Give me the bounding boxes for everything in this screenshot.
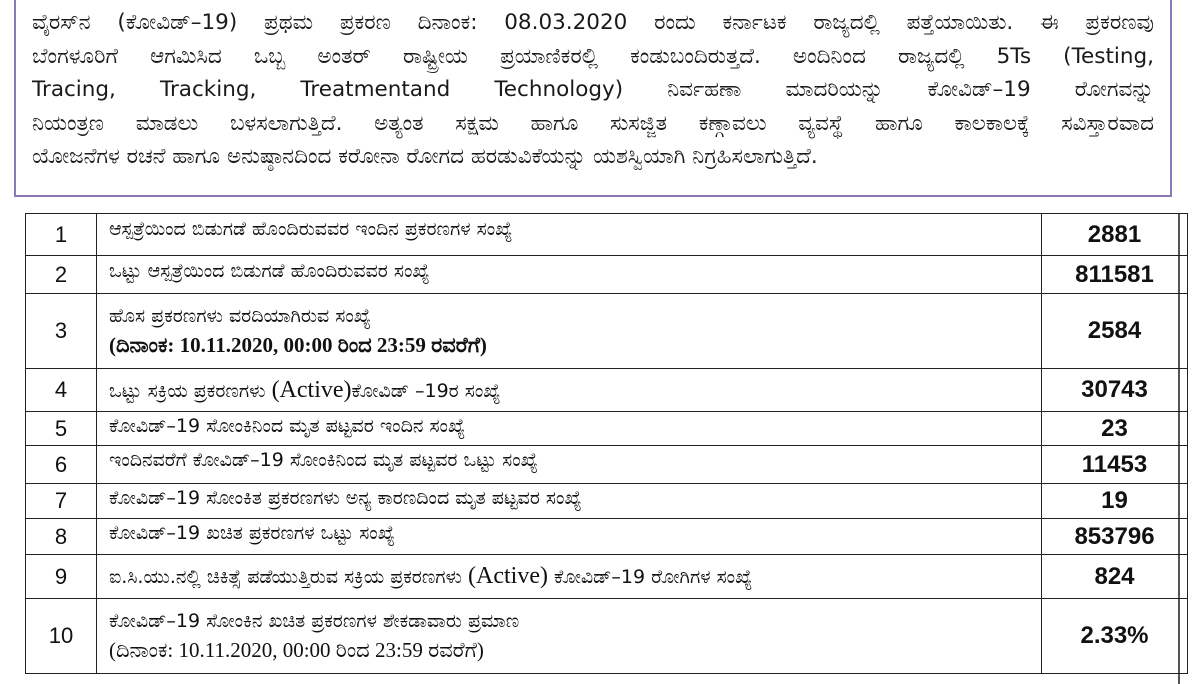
row-number: 7 (26, 484, 97, 519)
row-label-pre: ಒಟ್ಟು ಸಕ್ರಿಯ ಪ್ರಕರಣಗಳು (109, 379, 272, 402)
row-number: 10 (26, 599, 97, 674)
intro-line-4: ನಿಯಂತ್ರಣ ಮಾಡಲು ಬಳಸಲಾಗುತ್ತಿದೆ. ಅತ್ಯಂತ ಸಕ್ಷಮ ಹಾಗೂ ಸುಸಜ್ಜಿತ ಕಣ್ಗಾವಲು ವ್ಯವಸ್ಥೆ ಹಾಗೂ ಕಾಲಕಾಲಕ್ಕೆ ಸವಿಸ್ತಾರವಾದ (32, 110, 1154, 136)
row-date-range: (ದಿನಾಂಕ: 10.11.2020, 00:00 ರಿಂದ 23:59 ರವರೆಗೆ) (109, 637, 484, 662)
row-label-cell (97, 294, 1042, 369)
row-number: 2 (26, 256, 97, 294)
row-label: ಹೊಸ ಪ್ರಕರಣಗಳು ವರದಿಯಾಗಿರುವ ಸಂಖ್ಯೆ (109, 304, 371, 327)
table-row (26, 256, 1188, 294)
table-row (26, 446, 1188, 484)
table-row (26, 519, 1188, 555)
row-value: 30743 (1042, 369, 1188, 412)
row-label: ಆಸ್ಪತ್ರೆಯಿಂದ ಬಿಡುಗಡೆ ಹೊಂದಿರುವವರ ಇಂದಿನ ಪ್ರಕರಣಗಳ ಸಂಖ್ಯೆ (97, 214, 1042, 256)
row-label: ಒಟ್ಟು ಆಸ್ಪತ್ರೆಯಿಂದ ಬಿಡುಗಡೆ ಹೊಂದಿರುವವರ ಸಂಖ್ಯೆ (97, 256, 1042, 294)
row-number: 9 (26, 555, 97, 599)
row-label-en: (Active) (271, 376, 352, 403)
intro-line-5: ಯೋಜನೆಗಳ ರಚನೆ ಹಾಗೂ ಅನುಷ್ಠಾನದಿಂದ ಕರೋನಾ ರೋಗದ ಹರಡುವಿಕೆಯನ್ನು ಯಶಸ್ವಿಯಾಗಿ ನಿಗ್ರಹಿಸಲಾಗುತ್ತಿದೆ. (32, 144, 818, 169)
row-label: ಕೋವಿಡ್–19 ಖಚಿತ ಪ್ರಕರಣಗಳ ಒಟ್ಟು ಸಂಖ್ಯೆ (97, 519, 1042, 555)
table-row (26, 412, 1188, 446)
row-number: 6 (26, 446, 97, 484)
intro-line-1: ವೈರಸ್‌ನ (ಕೋವಿಡ್–19) ಪ್ರಥಮ ಪ್ರಕರಣ ದಿನಾಂಕ: 08.03.2020 ರಂದು ಕರ್ನಾಟಕ ರಾಜ್ಯದಲ್ಲಿ ಪತ್ತೆಯಾಯಿತು. ಈ ಪ್ರಕರಣವು (32, 10, 1154, 35)
row-label-en: (Active) (468, 563, 548, 589)
row-value: 23 (1042, 412, 1188, 446)
row-label-post: ಕೋವಿಡ್–19 ರೋಗಿಗಳ ಸಂಖ್ಯೆ (547, 566, 753, 588)
row-number: 4 (26, 369, 97, 412)
intro-line-3: Tracing, Tracking, Treatmentand Technology) ನಿರ್ವಹಣಾ ಮಾದರಿಯನ್ನು ಕೋವಿಡ್–19 ರೋಗವನ್ನು (32, 77, 1154, 102)
row-number: 5 (26, 412, 97, 446)
row-label: ಕೋವಿಡ್–19 ಸೋಂಕಿತ ಪ್ರಕರಣಗಳು ಅನ್ಯ ಕಾರಣದಿಂದ ಮೃತ ಪಟ್ಟವರ ಸಂಖ್ಯೆ (97, 484, 1042, 519)
row-date-range: (ದಿನಾಂಕ: 10.11.2020, 00:00 ರಿಂದ 23:59 ರವರೆಗೆ) (109, 332, 487, 357)
intro-line-2: ಬೆಂಗಳೂರಿಗೆ ಆಗಮಿಸಿದ ಒಬ್ಬ ಅಂತರ್ ರಾಷ್ಟ್ರೀಯ ಪ್ರಯಾಣಿಕರಲ್ಲಿ ಕಂಡುಬಂದಿರುತ್ತದೆ. ಅಂದಿನಿಂದ ರಾಜ್ಯದಲ್ಲಿ 5Ts (Testing, (32, 43, 1154, 69)
table-row (26, 214, 1188, 256)
row-value: 2.33% (1042, 599, 1188, 674)
row-number: 1 (26, 214, 97, 256)
row-label: ಕೋವಿಡ್–19 ಸೋಂಕಿನ ಖಚಿತ ಪ್ರಕರಣಗಳ ಶೇಕಡಾವಾರು ಪ್ರಮಾಣ (109, 609, 520, 632)
table-row (26, 369, 1188, 412)
table-row (26, 484, 1188, 519)
row-label-cell (97, 369, 1042, 412)
row-value: 824 (1042, 555, 1188, 599)
table-row (26, 599, 1188, 674)
covid-stats-table (25, 213, 1188, 674)
row-value: 11453 (1042, 446, 1188, 484)
row-number: 8 (26, 519, 97, 555)
row-value: 2881 (1042, 214, 1188, 256)
row-value: 19 (1042, 484, 1188, 519)
row-value: 853796 (1042, 519, 1188, 555)
row-label: ಕೋವಿಡ್–19 ಸೋಂಕಿನಿಂದ ಮೃತ ಪಟ್ಟವರ ಇಂದಿನ ಸಂಖ್ಯೆ (97, 412, 1042, 446)
row-label-cell (97, 555, 1042, 599)
table-row (26, 294, 1188, 369)
table-row (26, 555, 1188, 599)
row-value: 2584 (1042, 294, 1188, 369)
row-label: ಇಂದಿನವರೆಗೆ ಕೋವಿಡ್–19 ಸೋಂಕಿನಿಂದ ಮೃತ ಪಟ್ಟವರ ಒಟ್ಟು ಸಂಖ್ಯೆ (97, 446, 1042, 484)
row-label-pre: ಐ.ಸಿ.ಯು.ನಲ್ಲಿ ಚಿಕಿತ್ಸೆ ಪಡೆಯುತ್ತಿರುವ ಸಕ್ರಿಯ ಪ್ರಕರಣಗಳು (109, 566, 468, 588)
intro-paragraph (14, 0, 1172, 197)
row-number: 3 (26, 294, 97, 369)
row-label-cell (97, 599, 1042, 674)
row-label-post: ಕೋವಿಡ್ –19ರ ಸಂಖ್ಯೆ (351, 379, 501, 402)
row-value: 811581 (1042, 256, 1188, 294)
